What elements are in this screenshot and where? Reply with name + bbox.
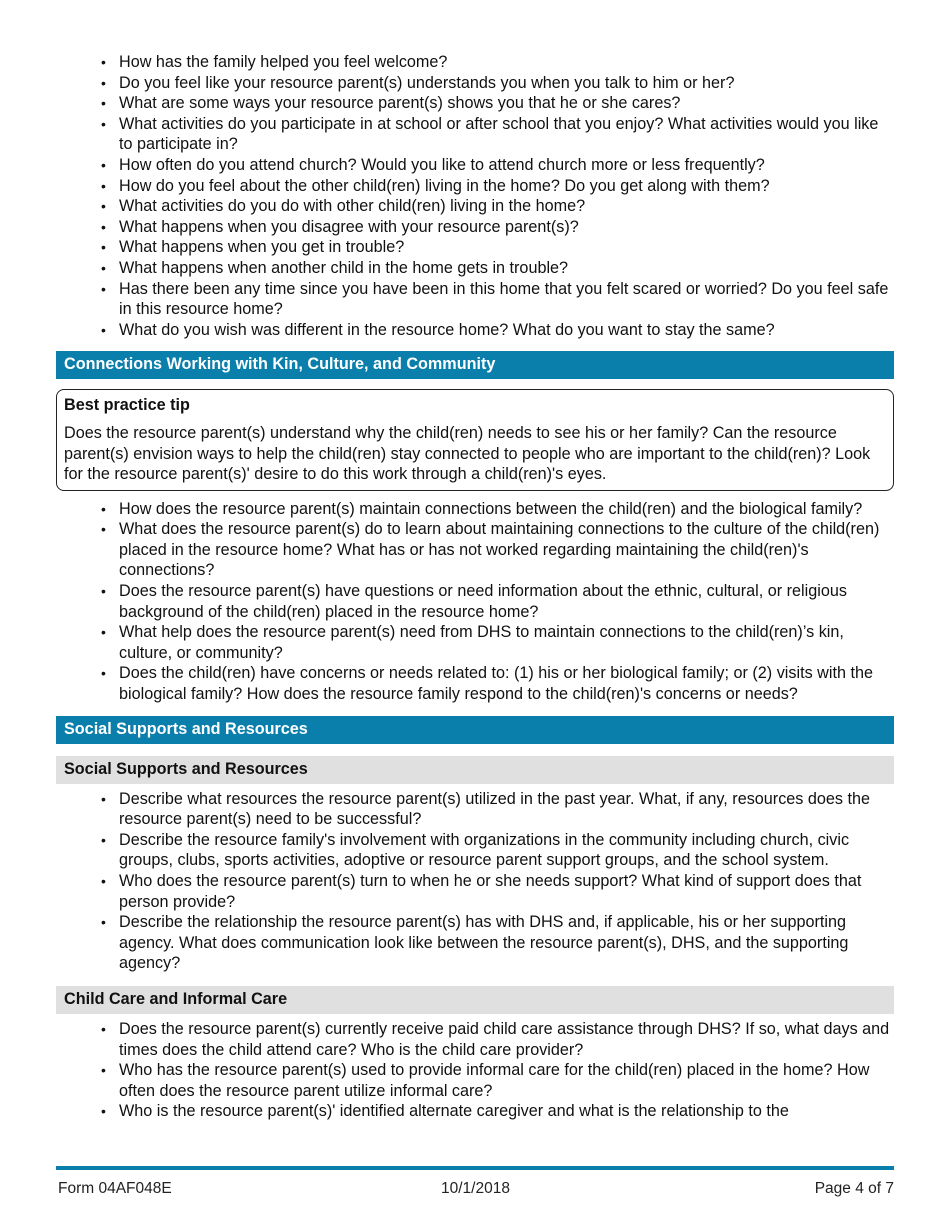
list-item: • What activities do you do with other child(ren) living in the home? [56, 196, 894, 217]
form-number: Form 04AF048E [58, 1180, 172, 1197]
list-item: • How often do you attend church? Would you like to attend church more or less frequently? [56, 155, 894, 176]
list-item: • What activities do you participate in at school or after school that you enjoy? What activities would you like to participate in? [56, 114, 894, 155]
list-item: • How do you feel about the other child(ren) living in the home? Do you get along with them? [56, 176, 894, 197]
child-care-question-list [56, 1019, 894, 1122]
tip-text: Does the resource parent(s) understand why the child(ren) needs to see his or her family? Can the resource parent(s) envision ways to help the child(ren) stay connected to people who are important to the child(ren)? Look for the resource parent(s)' desire to do this work through a child(ren)'s eyes. [64, 423, 871, 484]
list-item: • Describe the resource family's involvement with organizations in the community including church, civic groups, clubs, sports activities, adoptive or resource parent support groups, and the school system. [56, 830, 894, 871]
list-item: • What does the resource parent(s) do to learn about maintaining connections to the culture of the child(ren) placed in the resource home? What has or has not worked regarding maintaining the child(ren)'s connections? [56, 519, 894, 581]
page-number: Page 4 of 7 [814, 1180, 894, 1197]
document-page [56, 52, 894, 1122]
section-header-connections: Connections Working with Kin, Culture, and Community [56, 351, 894, 379]
list-item: • Do you feel like your resource parent(s) understands you when you talk to him or her? [56, 73, 894, 94]
list-item: • What happens when you disagree with your resource parent(s)? [56, 217, 894, 238]
connections-question-list [56, 499, 894, 705]
form-date: 10/1/2018 [441, 1180, 510, 1197]
section-header-social-supports: Social Supports and Resources [56, 716, 894, 744]
list-item: • What do you wish was different in the resource home? What do you want to stay the same? [56, 320, 894, 341]
list-item: • What help does the resource parent(s) need from DHS to maintain connections to the child(ren)’s kin, culture, or community? [56, 622, 894, 663]
sub-header-social-supports: Social Supports and Resources [56, 756, 894, 784]
list-item: • Does the child(ren) have concerns or needs related to: (1) his or her biological family; or (2) visits with the biological family? How does the resource family respond to the child(ren)'s concerns or needs? [56, 663, 894, 704]
list-item: • How does the resource parent(s) maintain connections between the child(ren) and the biological family? [56, 499, 894, 520]
list-item: • Has there been any time since you have been in this home that you felt scared or worried? Do you feel safe in this resource home? [56, 279, 894, 320]
list-item: • Who does the resource parent(s) turn to when he or she needs support? What kind of support does that person provide? [56, 871, 894, 912]
list-item: • Describe what resources the resource parent(s) utilized in the past year. What, if any, resources does the resource parent(s) need to be successful? [56, 789, 894, 830]
list-item: • What are some ways your resource parent(s) shows you that he or she cares? [56, 93, 894, 114]
list-item: • Describe the relationship the resource parent(s) has with DHS and, if applicable, his or her supporting agency. What does communication look like between the resource parent(s), DHS, and the supporting agency? [56, 912, 894, 974]
list-item: • What happens when another child in the home gets in trouble? [56, 258, 894, 279]
footer-divider [56, 1166, 894, 1170]
welcome-question-list [56, 52, 894, 340]
best-practice-tip-box [56, 389, 894, 490]
list-item: • Does the resource parent(s) have questions or need information about the ethnic, cultural, or religious background of the child(ren) placed in the resource home? [56, 581, 894, 622]
social-supports-question-list [56, 789, 894, 974]
list-item: • Does the resource parent(s) currently receive paid child care assistance through DHS? If so, what days and times does the child attend care? Who is the child care provider? [56, 1019, 894, 1060]
list-item: • How has the family helped you feel welcome? [56, 52, 894, 73]
sub-header-child-care: Child Care and Informal Care [56, 986, 894, 1014]
list-item: • What happens when you get in trouble? [56, 237, 894, 258]
list-item: • Who has the resource parent(s) used to provide informal care for the child(ren) placed in the home? How often does the resource parent utilize informal care? [56, 1060, 894, 1101]
list-item: • Who is the resource parent(s)' identified alternate caregiver and what is the relationship to the [56, 1101, 894, 1122]
tip-title: Best practice tip [64, 396, 190, 415]
